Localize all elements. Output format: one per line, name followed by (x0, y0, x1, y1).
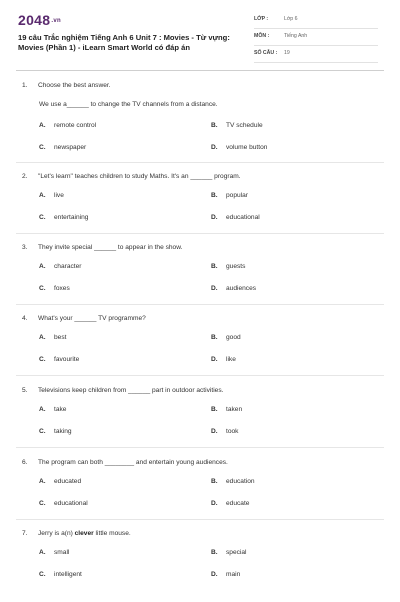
question-text: Televisions keep children from ______ part in outdoor activities. (38, 387, 224, 394)
option-letter: B. (211, 549, 218, 556)
option-letter: A. (39, 478, 46, 485)
option-letter: C. (39, 571, 46, 578)
option-d[interactable] (211, 356, 236, 363)
option-text: popular (226, 192, 248, 199)
option-text: entertaining (54, 214, 89, 221)
question-number: 6. (22, 459, 28, 466)
option-b[interactable] (211, 263, 245, 270)
question-number: 5. (22, 387, 28, 394)
question-5 (0, 387, 400, 459)
document-title: 19 câu Trắc nghiệm Tiếng Anh 6 Unit 7 : Movies - Từ vựng: Movies (Phần 1) - iLearn Smart World có đáp án (18, 33, 230, 52)
question-prompt (22, 530, 131, 537)
option-letter: C. (39, 356, 46, 363)
option-d[interactable] (211, 571, 240, 578)
option-letter: D. (211, 214, 218, 221)
option-letter: A. (39, 334, 46, 341)
option-b[interactable] (211, 549, 247, 556)
document-meta (254, 14, 378, 65)
question-7 (0, 530, 400, 602)
option-c[interactable] (39, 356, 79, 363)
option-text: character (54, 263, 82, 270)
option-letter: D. (211, 500, 218, 507)
question-number: 7. (22, 530, 28, 537)
meta-row-subject (254, 31, 378, 46)
question-text: Jerry is a(n) (38, 530, 75, 537)
option-letter: D. (211, 428, 218, 435)
option-text: favourite (54, 356, 80, 363)
option-text: educated (54, 478, 82, 485)
option-text: volume button (226, 144, 268, 151)
highlighted-word: clever (74, 530, 94, 537)
question-prompt (22, 387, 223, 394)
option-d[interactable] (211, 428, 238, 435)
question-divider (16, 162, 384, 163)
option-text: guests (226, 263, 246, 270)
option-text: special (226, 549, 247, 556)
logo-text: 2048 (18, 12, 51, 28)
option-letter: C. (39, 285, 46, 292)
meta-label: LỚP : (254, 16, 269, 22)
option-text: foxes (54, 285, 70, 292)
question-text: Choose the best answer. (38, 82, 111, 89)
option-a[interactable] (39, 263, 82, 270)
option-d[interactable] (211, 144, 267, 151)
question-1 (0, 82, 400, 154)
option-d[interactable] (211, 500, 249, 507)
option-c[interactable] (39, 144, 86, 151)
question-number: 3. (22, 244, 28, 251)
option-a[interactable] (39, 334, 66, 341)
option-text: like (226, 356, 236, 363)
option-text: educate (226, 500, 250, 507)
option-a[interactable] (39, 478, 81, 485)
option-letter: D. (211, 356, 218, 363)
option-c[interactable] (39, 500, 88, 507)
option-letter: B. (211, 334, 218, 341)
question-text: little mouse. (93, 530, 131, 537)
question-stem: We use a______ to change the TV channels from a distance. (39, 101, 218, 108)
question-divider (16, 375, 384, 376)
option-letter: C. (39, 428, 46, 435)
question-text: "Let's learn" teaches children to study Maths. It's an ______ program. (38, 173, 241, 180)
option-text: audiences (226, 285, 257, 292)
option-letter: D. (211, 144, 218, 151)
option-text: take (54, 406, 67, 413)
option-letter: A. (39, 192, 46, 199)
option-text: taken (226, 406, 243, 413)
question-divider (16, 519, 384, 520)
question-3 (0, 244, 400, 316)
option-a[interactable] (39, 192, 64, 199)
option-b[interactable] (211, 478, 255, 485)
meta-value: Lớp 6 (284, 16, 298, 22)
option-text: live (54, 192, 64, 199)
option-text: main (226, 571, 241, 578)
option-text: TV schedule (226, 122, 263, 129)
option-text: taking (54, 428, 72, 435)
option-text: took (226, 428, 239, 435)
option-letter: B. (211, 406, 218, 413)
question-6 (0, 459, 400, 531)
question-prompt (22, 315, 146, 322)
option-c[interactable] (39, 571, 82, 578)
logo-suffix: .vn (51, 18, 61, 25)
question-prompt (22, 244, 182, 251)
option-d[interactable] (211, 214, 260, 221)
question-divider (16, 233, 384, 234)
meta-row-class (254, 14, 378, 29)
option-b[interactable] (211, 406, 242, 413)
option-letter: D. (211, 285, 218, 292)
option-text: good (226, 334, 241, 341)
option-letter: B. (211, 478, 218, 485)
question-text: They invite special ______ to appear in the show. (38, 244, 183, 251)
question-text: What's your ______ TV programme? (38, 315, 146, 322)
question-number: 4. (22, 315, 28, 322)
option-c[interactable] (39, 285, 70, 292)
option-b[interactable] (211, 122, 263, 129)
option-text: remote control (54, 122, 97, 129)
question-text: The program can both ________ and entertain young audiences. (38, 459, 228, 466)
option-a[interactable] (39, 122, 96, 129)
page-header (0, 0, 400, 68)
question-prompt (22, 173, 241, 180)
option-letter: C. (39, 144, 46, 151)
meta-label: SỐ CÂU : (254, 50, 278, 56)
option-c[interactable] (39, 214, 88, 221)
meta-value: 19 (284, 50, 290, 56)
option-text: intelligent (54, 571, 82, 578)
meta-label: MÔN : (254, 33, 270, 39)
option-letter: B. (211, 122, 218, 129)
option-b[interactable] (211, 334, 241, 341)
option-text: newspaper (54, 144, 87, 151)
question-divider (16, 447, 384, 448)
option-text: education (226, 478, 255, 485)
option-letter: C. (39, 214, 46, 221)
question-number: 1. (22, 82, 28, 89)
option-letter: A. (39, 549, 46, 556)
header-divider (16, 70, 384, 71)
meta-value: Tiếng Anh (284, 33, 308, 39)
option-letter: B. (211, 263, 218, 270)
question-4 (0, 315, 400, 387)
question-2 (0, 173, 400, 245)
meta-row-question-count (254, 48, 378, 63)
option-text: educational (226, 214, 260, 221)
option-text: small (54, 549, 70, 556)
option-letter: A. (39, 122, 46, 129)
question-prompt (22, 82, 111, 89)
option-b[interactable] (211, 192, 248, 199)
option-letter: A. (39, 263, 46, 270)
site-logo[interactable] (18, 12, 61, 28)
option-letter: A. (39, 406, 46, 413)
option-text: best (54, 334, 67, 341)
option-letter: C. (39, 500, 46, 507)
option-text: educational (54, 500, 88, 507)
option-a[interactable] (39, 406, 66, 413)
option-a[interactable] (39, 549, 69, 556)
option-c[interactable] (39, 428, 72, 435)
option-d[interactable] (211, 285, 256, 292)
question-number: 2. (22, 173, 28, 180)
question-divider (16, 304, 384, 305)
option-letter: D. (211, 571, 218, 578)
option-letter: B. (211, 192, 218, 199)
question-prompt (22, 459, 228, 466)
